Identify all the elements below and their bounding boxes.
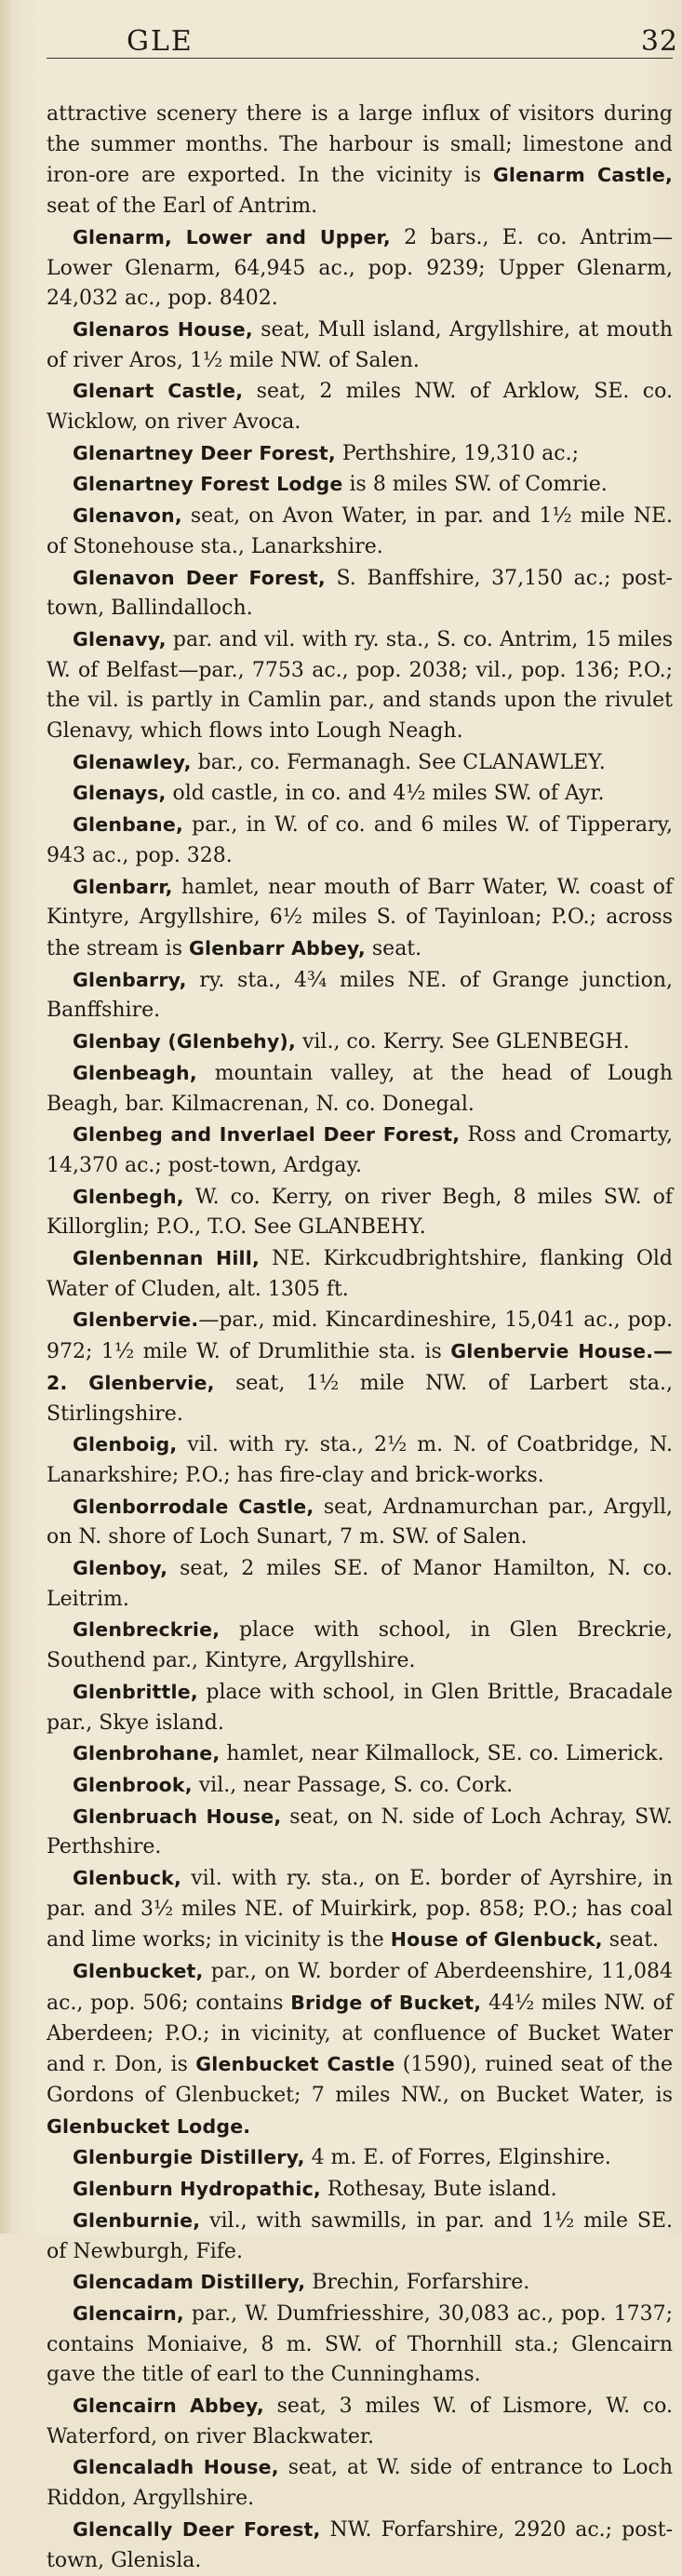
gazetteer-entry	[47, 1615, 673, 1676]
entry-text: is 8 miles SW. of Comrie.	[342, 473, 608, 497]
page-gutter	[0, 0, 13, 2234]
entry-text: seat, on N. side of Loch Achray, SW. Perthshire.	[47, 1805, 673, 1859]
entry-text: place with school, in Glen Brittle, Bracadale par., Skye island.	[47, 1680, 673, 1735]
entry-text: Brechin, Forfarshire.	[305, 2271, 530, 2295]
entry-headword: Glenboy,	[73, 1557, 168, 1580]
entry-text: vil. with ry. sta., on E. border of Ayrshire, in par. and 3½ miles NE. of Muirkirk, pop. 858; P.O.; has coal and lime works; in vicinity is the	[47, 1867, 673, 1952]
entry-text: seat.	[602, 1928, 660, 1952]
gazetteer-entry	[47, 1058, 673, 1120]
gazetteer-entry	[47, 222, 673, 315]
gazetteer-entry	[47, 2299, 673, 2391]
entry-headword: Glenboig,	[73, 1433, 178, 1456]
gazetteer-entry	[47, 2391, 673, 2452]
gazetteer-entry	[47, 438, 673, 470]
entry-text: Rothesay, Bute island.	[320, 2178, 557, 2202]
entry-headword: Glencairn,	[73, 2301, 184, 2325]
entry-headword: Glenbennan Hill,	[73, 1247, 260, 1270]
entry-headword: Glenaros House,	[73, 317, 253, 341]
gazetteer-entry	[47, 1956, 673, 2142]
entry-text: seat, on Avon Water, in par. and 1½ mile NE. of Stonehouse sta., Lanarkshire.	[47, 504, 673, 558]
gazetteer-entry	[47, 1802, 673, 1863]
entry-headword: Glencadam Distillery,	[73, 2271, 306, 2294]
entry-text: (1590), ruined seat of the Gordons of Glenbucket; 7 miles NW., on Bucket Water, is	[47, 2053, 674, 2107]
entry-bold: House of Glenbuck,	[390, 1928, 603, 1952]
entry-text: 4 m. E. of Forres, Elginshire.	[304, 2146, 611, 2170]
gazetteer-entry	[47, 469, 673, 501]
entry-headword: Glenbegh,	[73, 1185, 184, 1208]
entry-headword: Glenbervie.	[73, 1308, 199, 1332]
entry-text: NE. Kirkcudbrightshire, flanking Old Water of Cluden, alt. 1305 ft.	[47, 1247, 673, 1301]
entry-text: S. Banffshire, 37,150 ac.; post-town, Ballindalloch.	[47, 566, 673, 621]
gazetteer-entry	[47, 1429, 673, 1491]
entry-bold: Glenbervie House.—2. Glenbervie,	[47, 1340, 673, 1394]
entry-headword: Glenbrohane,	[73, 1742, 221, 1765]
entry-headword: Glenbarry,	[73, 968, 187, 991]
entry-bold: Glenbucket Castle	[195, 2053, 395, 2076]
gazetteer-entry	[47, 1305, 673, 1429]
entry-text: par., W. Dumfriesshire, 30,083 ac., pop. 1737; contains Moniaive, 8 m. SW. of Thornhill sta.; Glencairn gave the title of earl to the Cunninghams.	[47, 2301, 673, 2387]
entry-list	[47, 222, 673, 2576]
gazetteer-entry	[47, 2452, 673, 2514]
gazetteer-entry	[47, 624, 673, 747]
entry-headword: Glenbarr,	[73, 875, 173, 898]
entry-text: hamlet, near mouth of Barr Water, W. coast of Kintyre, Argyllshire, 6½ miles S. of Tayinloan; P.O.; across the stream is	[47, 875, 673, 960]
gazetteer-entry	[47, 2174, 673, 2206]
entry-text: seat.	[365, 936, 422, 960]
entry-text: seat, Mull island, Argyllshire, at mouth of river Aros, 1½ mile NW. of Salen.	[47, 317, 674, 372]
gazetteer-entry	[47, 1492, 673, 1553]
gazetteer-entry	[47, 2142, 673, 2174]
entry-text: place with school, in Glen Breckrie, Southend par., Kintyre, Argyllshire.	[47, 1618, 673, 1673]
entry-text: —par., mid. Kincardineshire, 15,041 ac., pop. 972; 1½ mile W. of Drumlithie sta. is	[47, 1308, 673, 1364]
gazetteer-entry	[47, 1120, 673, 1181]
page-number: 32	[640, 25, 678, 58]
gazetteer-entry	[47, 810, 673, 871]
gazetteer-entry	[47, 563, 673, 624]
gazetteer-entry	[47, 2267, 673, 2299]
entry-headword: Glenbeg and Inverlael Deer Forest,	[73, 1123, 461, 1147]
entry-text: Ross and Cromarty, 14,370 ac.; post-town, Ardgay.	[47, 1123, 673, 1177]
entry-headword: Glencairn Abbey,	[73, 2395, 264, 2418]
entry-text: vil., co. Kerry. See GLENBEGH.	[295, 1030, 630, 1054]
gazetteer-entry	[47, 1026, 673, 1058]
entry-text: mountain valley, at the head of Lough Beagh, bar. Kilmacrenan, N. co. Donegal.	[47, 1061, 673, 1116]
entries-column	[47, 59, 673, 2576]
entry-text: seat, Ardnamurchan par., Argyll, on N. shore of Loch Sunart, 7 m. SW. of Salen.	[47, 1495, 673, 1550]
entry-headword: Glenbrook,	[73, 1773, 193, 1796]
gazetteer-entry	[47, 1738, 673, 1770]
entry-text: seat, 2 miles SE. of Manor Hamilton, N. co. Leitrim.	[47, 1557, 673, 1611]
entry-text: seat, 2 miles NW. of Arklow, SE. co. Wicklow, on river Avoca.	[47, 380, 673, 435]
entry-headword: Glencaladh House,	[73, 2456, 279, 2479]
entry-headword: Glenavy,	[73, 627, 167, 651]
intro-bold: Glenarm Castle,	[492, 164, 673, 187]
gazetteer-entry	[47, 778, 673, 810]
entry-text: NW. Forfarshire, 2920 ac.; post-town, Glenisla.	[47, 2517, 674, 2572]
entry-bold: Bridge of Bucket,	[290, 1991, 482, 2014]
entry-headword: Glenavon Deer Forest,	[73, 566, 326, 589]
entry-headword: Glenburgie Distillery,	[73, 2146, 305, 2169]
entry-text: W. co. Kerry, on river Begh, 8 miles SW. of Killorglin; P.O., T.O. See GLANBEHY.	[47, 1185, 673, 1240]
entry-bold: Glenbarr Abbey,	[188, 936, 366, 959]
entry-text: 2 bars., E. co. Antrim—Lower Glenarm, 64,945 ac., pop. 9239; Upper Glenarm, 24,032 ac., pop. 8402.	[47, 225, 673, 311]
entry-text: 44½ miles NW. of Aberdeen; P.O.; in vicinity, at confluence of Bucket Water and r. Don, is	[47, 1991, 673, 2077]
entry-text: par., on W. border of Aberdeenshire, 11,084 ac., pop. 506; contains	[47, 1960, 673, 2015]
entry-text: vil. with ry. sta., 2½ m. N. of Coatbridge, N. Lanarkshire; P.O.; has fire-clay and brick-works.	[47, 1433, 673, 1487]
entry-headword: Glenbuck,	[73, 1867, 181, 1890]
page-header	[47, 0, 678, 59]
gazetteer-entry	[47, 747, 673, 779]
gazetteer-entry	[47, 315, 673, 376]
entry-headword: Glenborrodale Castle,	[73, 1495, 314, 1518]
entry-text: Perthshire, 19,310 ac.;	[335, 441, 580, 465]
entry-headword: Glenbeagh,	[73, 1061, 197, 1084]
entry-headword: Glenbreckrie,	[73, 1618, 221, 1642]
entry-headword: Glenburn Hydropathic,	[73, 2178, 321, 2201]
gazetteer-entry	[47, 1553, 673, 1615]
gazetteer-entry	[47, 1182, 673, 1243]
entry-headword: Glenarm, Lower and Upper,	[73, 225, 391, 248]
entry-text: seat, 1½ mile NW. of Larbert sta., Stirlingshire.	[47, 1371, 673, 1426]
entry-headword: Glencally Deer Forest,	[73, 2517, 321, 2541]
gazetteer-entry	[47, 1863, 673, 1956]
entry-bold: Glenbucket Lodge.	[47, 2114, 251, 2138]
entry-headword: Glenawley,	[73, 750, 192, 773]
entry-text: ry. sta., 4¾ miles NE. of Grange junction, Banffshire.	[47, 968, 673, 1023]
entry-text: par., in W. of co. and 6 miles W. of Tipperary, 943 ac., pop. 328.	[47, 813, 673, 867]
intro-paragraph: attractive scenery there is a large influx of visitors during the summer months. The harbour is small; limestone and iron-ore are exported. In the vicinity is Glenarm Castle, seat of the Earl of Antrim.	[47, 102, 673, 219]
entry-headword: Glenartney Forest Lodge	[73, 473, 343, 496]
entry-headword: Glenbay (Glenbehy),	[73, 1030, 296, 1053]
gazetteer-entry	[47, 1677, 673, 1738]
entry-headword: Glenbruach House,	[73, 1805, 282, 1828]
gazetteer-entry	[47, 965, 673, 1026]
entry-text: seat, at W. side of entrance to Loch Riddon, Argyllshire.	[47, 2456, 674, 2511]
entry-text: vil., with sawmills, in par. and 1½ mile SE. of Newburgh, Fife.	[47, 2208, 673, 2263]
entry-headword: Glenavon,	[73, 504, 182, 528]
gazetteer-entry	[47, 2515, 673, 2576]
running-head: GLE	[127, 25, 194, 58]
gazetteer-entry	[47, 1243, 673, 1305]
entry-text: hamlet, near Kilmallock, SE. co. Limerick.	[220, 1742, 664, 1766]
entry-text: seat, 3 miles W. of Lismore, W. co. Waterford, on river Blackwater.	[47, 2395, 673, 2449]
gazetteer-entry	[47, 872, 673, 965]
entry-headword: Glenburnie,	[73, 2208, 201, 2232]
entry-headword: Glenays,	[73, 782, 167, 805]
entry-text: vil., near Passage, S. co. Cork.	[192, 1773, 514, 1797]
entry-text: old castle, in co. and 4½ miles SW. of Ayr.	[166, 782, 605, 806]
entry-headword: Glenart Castle,	[73, 380, 244, 403]
gazetteer-entry	[47, 501, 673, 562]
entry-text: bar., co. Fermanagh. See CLANAWLEY.	[191, 750, 606, 774]
entry-headword: Glenbane,	[73, 813, 183, 837]
entry-headword: Glenartney Deer Forest,	[73, 441, 336, 464]
entry-headword: Glenbucket,	[73, 1960, 204, 1983]
entry-headword: Glenbrittle,	[73, 1680, 198, 1703]
gazetteer-entry	[47, 2206, 673, 2267]
gazetteer-entry	[47, 1770, 673, 1802]
entry-text: par. and vil. with ry. sta., S. co. Antrim, 15 miles W. of Belfast—par., 7753 ac., pop. 2038; vil., pop. 136; P.O.; the vil. is partly in Camlin par., and stands upon the rivulet Glenavy, which flows into Lough Neagh.	[47, 627, 673, 744]
gazetteer-entry	[47, 376, 673, 437]
